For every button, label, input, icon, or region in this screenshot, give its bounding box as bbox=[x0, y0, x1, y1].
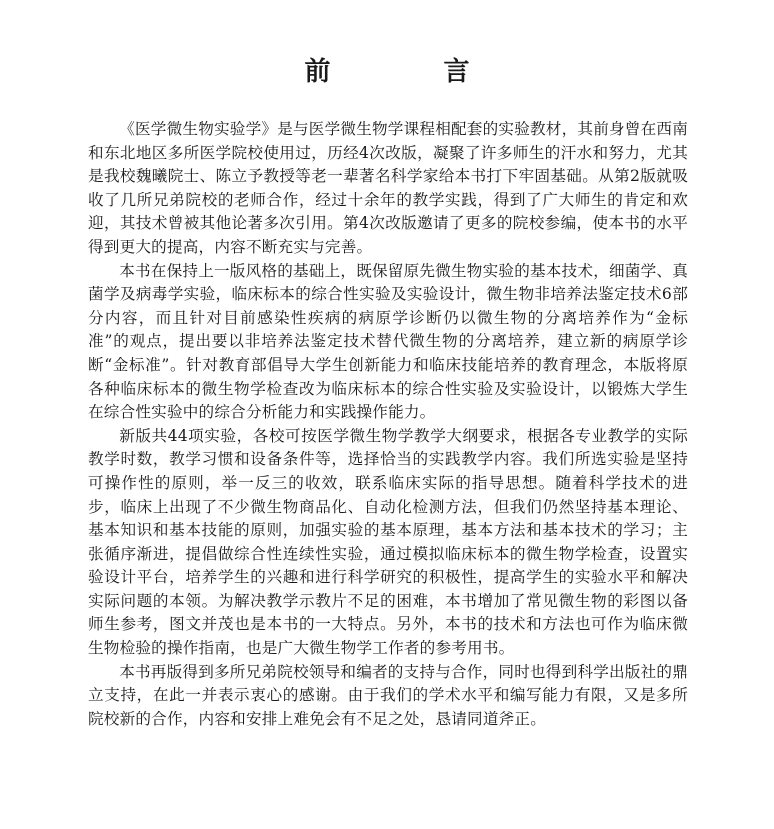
page-title: 前 言 bbox=[304, 57, 522, 87]
paragraph-1: 《医学微生物实验学》是与医学微生物学课程相配套的实验教材，其前身曾在西南和东北地区多所医学院校使用过，历经4次改版，凝聚了许多师生的汗水和努力，尤其是我校魏曦院士、陈立予教授等老一辈著名科学家给本书打下牢固基础。从第2版就吸收了几所兄弟院校的老师合作，经过十余年的教学实践，得到了广大师生的肯定和欢迎，其技术曾被其他论著多次引用。第4次改版邀请了更多的院校参编，使本书的水平得到更大的提高，内容不断充实与完善。 bbox=[88, 120, 688, 256]
paragraph-2: 本书在保持上一版风格的基础上，既保留原先微生物实验的基本技术，细菌学、真菌学及病毒学实验，临床标本的综合性实验及实验设计，微生物非培养法鉴定技术6部分内容，而且针对目前感染性疾病的病原学诊断仍以微生物的分离培养作为“金标准”的观点，提出要以非培养法鉴定技术替代微生物的分离培养，建立新的病原学诊断“金标准”。针对教育部倡导大学生创新能力和临床技能培养的教育理念，本版将原各种临床标本的微生物学检查改为临床标本的综合性实验及实验设计，以锻炼大学生在综合性实验中的综合分析能力和实践操作能力。 bbox=[88, 261, 688, 422]
preface-body bbox=[88, 118, 688, 731]
paragraph-4: 本书再版得到多所兄弟院校领导和编者的支持与合作，同时也得到科学出版社的鼎立支持，在此一并表示衷心的感谢。由于我们的学术水平和编写能力有限，又是多所院校新的合作，内容和安排上难免会有不足之处，恳请同道斧正。 bbox=[88, 662, 688, 728]
paragraph-3: 新版共44项实验，各校可按医学微生物学教学大纲要求，根据各专业教学的实际教学时数，教学习惯和设备条件等，选择恰当的实践教学内容。我们所选实验是坚持可操作性的原则，举一反三的收效，联系临床实际的指导思想。随着科学技术的进步，临床上出现了不少微生物商品化、自动化检测方法，但我们仍然坚持基本理论、基本知识和基本技能的原则，加强实验的基本原理，基本方法和基本技术的学习；主张循序渐进，提倡做综合性连续性实验，通过模拟临床标本的微生物学检查，设置实验设计平台，培养学生的兴趣和进行科学研究的积极性，提高学生的实验水平和解决实际问题的本领。为解决教学示教片不足的困难，本书增加了常见微生物的彩图以备师生参考，图文并茂也是本书的一大特点。另外，本书的技术和方法也可作为临床微生物检验的操作指南，也是广大微生物学工作者的参考用书。 bbox=[88, 426, 688, 658]
